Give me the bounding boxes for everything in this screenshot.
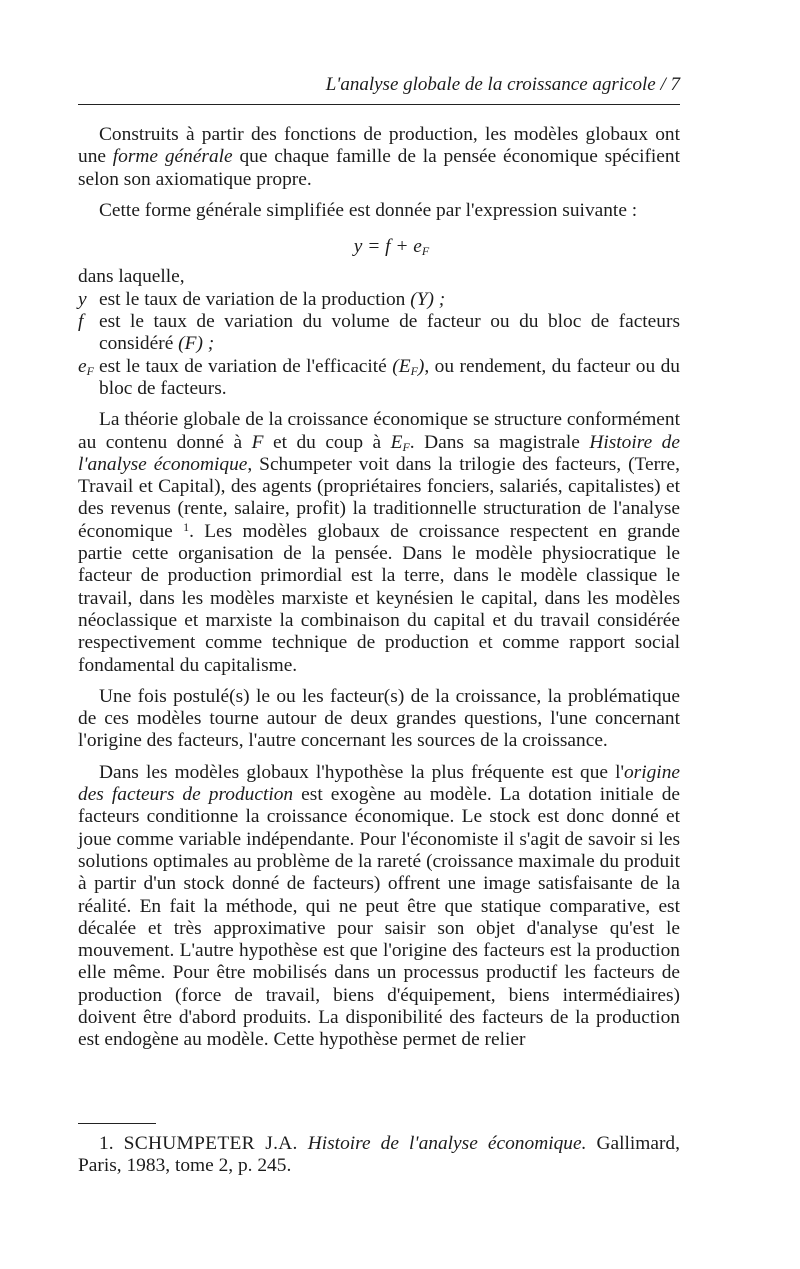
definition-f: f est le taux de variation du volume de facteur ou du bloc de facteurs considéré (F) ; — [78, 311, 680, 355]
footnote-1: 1. SCHUMPETER J.A. Histoire de l'analyse économique. Gallimard, Paris, 1983, tome 2, p. 245. — [78, 1133, 680, 1177]
paragraph-2: Cette forme générale simplifiée est donnée par l'expression suivante : — [99, 199, 638, 221]
emphasis-forme-generale: forme générale — [112, 146, 233, 168]
paragraph-3: La théorie globale de la croissance économique se structure conformément au contenu donné à F et du coup à $E_F$. Dans sa magistrale Histoire de l'analyse économique, Schumpeter voit dans la trilogie des facteurs, (Terre, Travail et Capital), des agents (propriétaires fonciers, salariés, capitalistes) et des revenus (rente, salaire, profit) la traditionnelle structuration de l'analyse économique $^1$. Les modèles globaux de croissance respectent en grande partie cette organisation de la pensée. Dans le modèle physiocratique le facteur de production primordial est la terre, dans le modèle classique le travail, dans les modèles marxiste et keynésien le capital, dans les modèles néoclassique et marxiste la combinaison du capital et du travail considérée respectivement comme technique de production et comme rapport social fondamental du capitalisme. — [78, 409, 680, 676]
footnote-reference: 1 — [183, 519, 190, 534]
footnote-title: Histoire de l'analyse économique. — [307, 1133, 587, 1154]
paragraph-1: Construits à partir des fonctions de production, les modèles globaux ont une forme générale que chaque famille de la pensée économique spécifient selon son axiomatique propre. — [78, 124, 680, 190]
header-rule — [78, 104, 680, 105]
book-title-schumpeter: Histoire de l'analyse économique — [78, 431, 680, 475]
definitions-list — [78, 289, 680, 400]
body-text — [78, 124, 680, 1061]
footnote-rule — [78, 1123, 156, 1124]
footnote-author: SCHUMPETER J.A. — [123, 1133, 298, 1154]
equation: $y = f + e_F$ — [353, 236, 430, 259]
definition-y: y est le taux de variation de la production (Y) ; — [78, 288, 446, 310]
definitions-intro: dans laquelle, — [78, 266, 185, 288]
definition-ef: $e_F$ est le taux de variation de l'efficacité $(E_F)$, ou rendement, du facteur ou du bloc de facteurs. — [78, 355, 680, 399]
emphasis-origine-facteurs: origine des facteurs de production — [78, 761, 680, 806]
paragraph-4: Une fois postulé(s) le ou les facteur(s) de la croissance, la problématique de ces modèles tourne autour de deux grandes questions, l'une concernant l'origine des facteurs, l'autre concernant les sources de la croissance. — [78, 685, 680, 752]
paragraph-5: Dans les modèles globaux l'hypothèse la plus fréquente est que l'origine des facteurs de production est exogène au modèle. La dotation initiale de facteurs conditionne la croissance économique. Le stock est donc donné et joue comme variable indépendante. Pour l'économiste il s'agit de savoir si les solutions optimales au problème de la rareté (croissance maximale du produit à partir d'un stock donné de facteurs) offrent une image satisfaisante de la réalité. En fait la méthode, qui ne peut être que statique comparative, est décalée et très approximative pour saisir son objet d'analyse qu'est le mouvement. L'autre hypothèse est que l'origine des facteurs est la production elle même. Pour être mobilisés dans un processus productif les facteurs de production (force de travail, biens d'équipement, biens intermédiaires) doivent être d'abord produits. La disponibilité des facteurs de la production est endogène au modèle. Cette hypothèse permet de relier — [78, 761, 681, 1051]
running-header: L'analyse globale de la croissance agricole / 7 — [325, 74, 680, 95]
